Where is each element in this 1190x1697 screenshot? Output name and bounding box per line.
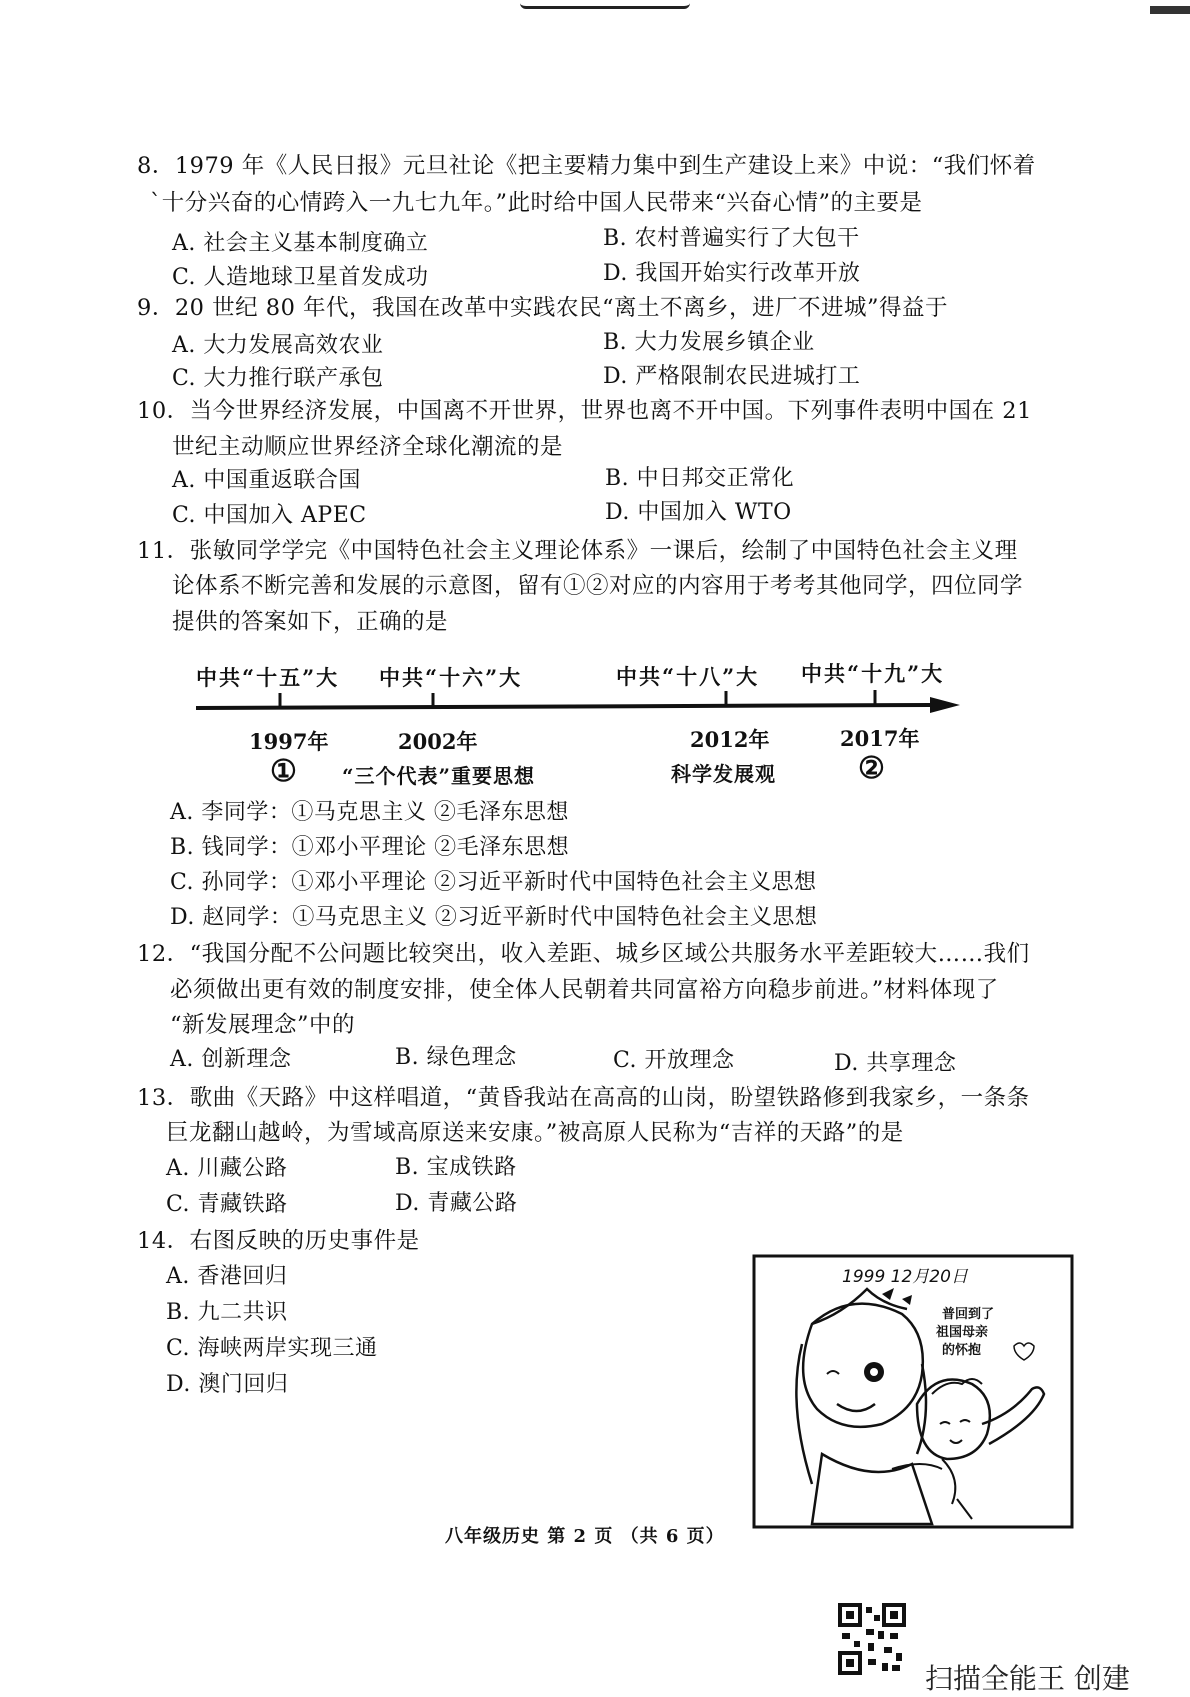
q12-line3: “新发展理念”中的 (170, 1012, 356, 1038)
q13-line1: 13．歌曲《天路》中这样唱道，“黄昏我站在高高的山岗，盼望铁路修到我家乡，一条条 (137, 1085, 1030, 1111)
timeline-year-1997: 1997年 (249, 729, 329, 754)
q13-line2: 巨龙翻山越岭，为雪域高原送来安康。”被高原人民称为“吉祥的天路”的是 (166, 1120, 904, 1146)
timeline-arrow-icon (930, 697, 960, 713)
q9-option-c: C. 大力推行联产承包 (172, 366, 384, 391)
q14-option-c: C. 海峡两岸实现三通 (166, 1336, 378, 1361)
cartoon-caption-3: 的怀抱 (942, 1343, 982, 1358)
q8-option-d: D. 我国开始实行改革开放 (603, 261, 861, 286)
q11-option-c: C. 孙同学：①邓小平理论 ②习近平新时代中国特色社会主义思想 (170, 870, 817, 895)
q9-option-a: A. 大力发展高效农业 (172, 333, 384, 358)
q8-option-c: C. 人造地球卫星首发成功 (172, 265, 429, 290)
timeline-congress-18: 中共“十八”大 (616, 664, 760, 689)
page-footer: 八年级历史 第 2 页 （共 6 页） (445, 1526, 725, 1547)
cartoon-caption-2: 祖国母亲 (936, 1325, 989, 1340)
scanner-watermark: 扫描全能王 创建 (925, 1662, 1130, 1695)
q10-option-d: D. 中国加入 WTO (605, 500, 792, 525)
timeline-blank-1-marker: ① (270, 754, 297, 789)
q11-option-b: B. 钱同学：①邓小平理论 ②毛泽东思想 (170, 835, 570, 860)
q8-line2: `十分兴奋的心情跨入一九七九年。”此时给中国人民带来“兴奋心情”的主要是 (150, 190, 923, 216)
q8-line1: 8．1979 年《人民日报》元旦社论《把主要精力集中到生产建设上来》中说：“我们怀着 (137, 153, 1036, 179)
timeline-congress-19: 中共“十九”大 (801, 661, 945, 686)
timeline-congress-15: 中共“十五”大 (196, 665, 340, 690)
q13-option-d: D. 青藏公路 (395, 1191, 518, 1216)
q13-option-a: A. 川藏公路 (166, 1156, 288, 1181)
q10-option-a: A. 中国重返联合国 (172, 468, 361, 493)
timeline-year-2017: 2017年 (840, 726, 920, 751)
timeline-note-three-represents: “三个代表”重要思想 (342, 764, 536, 788)
cartoon-caption-1: 普回到了 (942, 1307, 995, 1322)
q14-option-d: D. 澳门回归 (166, 1372, 289, 1397)
q9-line1: 9．20 世纪 80 年代，我国在改革中实践农民“离土不离乡，进厂不进城”得益于 (137, 295, 949, 321)
q8-option-b: B. 农村普遍实行了大包干 (603, 226, 860, 251)
q10-option-c: C. 中国加入 APEC (172, 503, 367, 528)
macau-return-cartoon (752, 1254, 1074, 1529)
q8-option-a: A. 社会主义基本制度确立 (172, 231, 429, 256)
cartoon-date: 1999 12月20日 (842, 1267, 968, 1287)
q11-option-a: A. 李同学：①马克思主义 ②毛泽东思想 (170, 800, 569, 825)
q9-option-b: B. 大力发展乡镇企业 (603, 330, 815, 355)
q11-line3: 提供的答案如下，正确的是 (172, 609, 449, 635)
mother-child-cartoon-illustration (752, 1254, 1074, 1529)
q12-line1: 12．“我国分配不公问题比较突出，收入差距、城乡区域公共服务水平差距较大……我们 (137, 941, 1030, 967)
q14-line1: 14．右图反映的历史事件是 (137, 1228, 420, 1254)
q14-option-b: B. 九二共识 (166, 1300, 288, 1325)
timeline-axis (190, 685, 965, 725)
timeline-note-scientific-outlook: 科学发展观 (671, 762, 776, 786)
q13-option-c: C. 青藏铁路 (166, 1192, 288, 1217)
q12-option-d: D. 共享理念 (834, 1051, 957, 1076)
q10-line1: 10．当今世界经济发展，中国离不开世界，世界也离不开中国。下列事件表明中国在 21 (137, 398, 1032, 424)
q12-option-c: C. 开放理念 (613, 1048, 735, 1073)
timeline-congress-16: 中共“十六”大 (379, 665, 523, 690)
q14-option-a: A. 香港回归 (166, 1264, 288, 1289)
timeline-year-2002: 2002年 (398, 729, 478, 754)
q12-option-a: A. 创新理念 (170, 1047, 292, 1072)
q11-line2: 论体系不断完善和发展的示意图，留有①②对应的内容用于考考其他同学，四位同学 (172, 573, 1024, 599)
qr-code-icon (838, 1603, 906, 1675)
q9-option-d: D. 严格限制农民进城打工 (603, 364, 861, 389)
q10-line2: 世纪主动顺应世界经济全球化潮流的是 (172, 434, 564, 460)
q12-option-b: B. 绿色理念 (395, 1045, 517, 1070)
q11-option-d: D. 赵同学：①马克思主义 ②习近平新时代中国特色社会主义思想 (170, 905, 818, 930)
q10-option-b: B. 中日邦交正常化 (605, 466, 795, 491)
q12-line2: 必须做出更有效的制度安排，使全体人民朝着共同富裕方向稳步前进。”材料体现了 (170, 977, 999, 1003)
q11-line1: 11．张敏同学学完《中国特色社会主义理论体系》一课后，绘制了中国特色社会主义理 (137, 538, 1018, 564)
timeline-year-2012: 2012年 (690, 727, 770, 752)
timeline-blank-2-marker: ② (858, 751, 885, 786)
q13-option-b: B. 宝成铁路 (395, 1155, 517, 1180)
